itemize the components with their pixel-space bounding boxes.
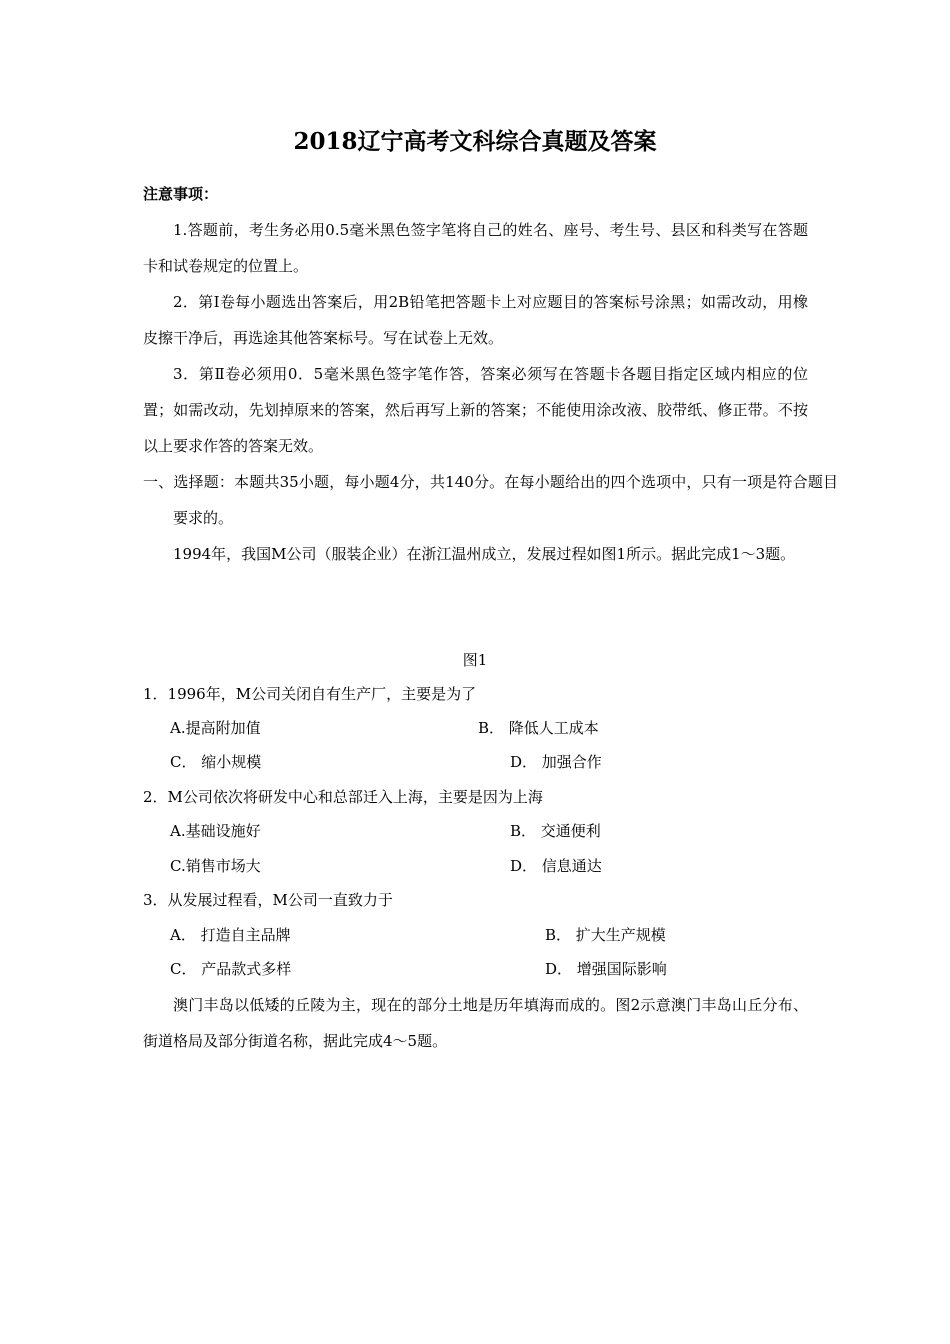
note-item-3: 3．第Ⅱ卷必须用0．5毫米黑色签字笔作答，答案必须写在答题卡各题目指定区域内相应的位置；如需改动，先划掉原来的答案，然后再写上新的答案；不能使用涂改液、胶带纸、修正带。不按以上要求作答的答案无效。 (143, 365, 808, 455)
question-3-stem: 3．从发展过程看，M公司一直致力于 (143, 891, 393, 909)
question-1-option-c: C． 缩小规模 (170, 753, 262, 771)
question-2-option-b: B． 交通便利 (510, 822, 601, 840)
section-heading: 一、选择题：本题共35小题，每小题4分，共140分。在每小题给出的四个选项中，只有一项是符合题目要求的。 (143, 473, 838, 527)
question-2-option-c: C.销售市场大 (170, 857, 261, 875)
passage-2: 澳门丰岛以低矮的丘陵为主，现在的部分土地是历年填海而成的。图2示意澳门丰岛山丘分布、街道格局及部分街道名称，据此完成4～5题。 (143, 996, 808, 1050)
question-1-option-a: A.提高附加值 (170, 719, 261, 737)
question-2-option-d: D． 信息通达 (510, 857, 602, 875)
question-3-option-c: C． 产品款式多样 (170, 960, 292, 978)
notes-heading: 注意事项： (143, 185, 219, 203)
question-1-option-d: D． 加强合作 (510, 753, 602, 771)
question-3-option-a: A． 打造自主品牌 (170, 926, 291, 944)
question-3-option-d: D． 增强国际影响 (545, 960, 667, 978)
note-item-1: 1.答题前，考生务必用0.5毫米黑色签字笔将自己的姓名、座号、考生号、县区和科类写在答题卡和试卷规定的位置上。 (143, 221, 808, 275)
question-2-option-a: A.基础设施好 (170, 822, 261, 840)
page-title: 2018辽宁高考文科综合真题及答案 (293, 128, 657, 155)
figure-1-placeholder (143, 608, 808, 642)
question-3-option-b: B． 扩大生产规模 (545, 926, 666, 944)
question-intro: 1994年，我国M公司（服装企业）在浙江温州成立，发展过程如图1所示。据此完成1～3题。 (173, 545, 796, 563)
note-item-2: 2．第Ⅰ卷每小题选出答案后，用2B铅笔把答题卡上对应题目的答案标号涂黑；如需改动，用橡皮擦干净后，再选途其他答案标号。写在试卷上无效。 (143, 293, 808, 347)
question-1-option-b: B． 降低人工成本 (478, 719, 599, 737)
figure-caption: 图1 (462, 651, 488, 669)
question-1-stem: 1．1996年，M公司关闭自有生产厂，主要是为了 (143, 685, 477, 703)
question-2-stem: 2．M公司依次将研发中心和总部迁入上海，主要是因为上海 (143, 788, 543, 806)
